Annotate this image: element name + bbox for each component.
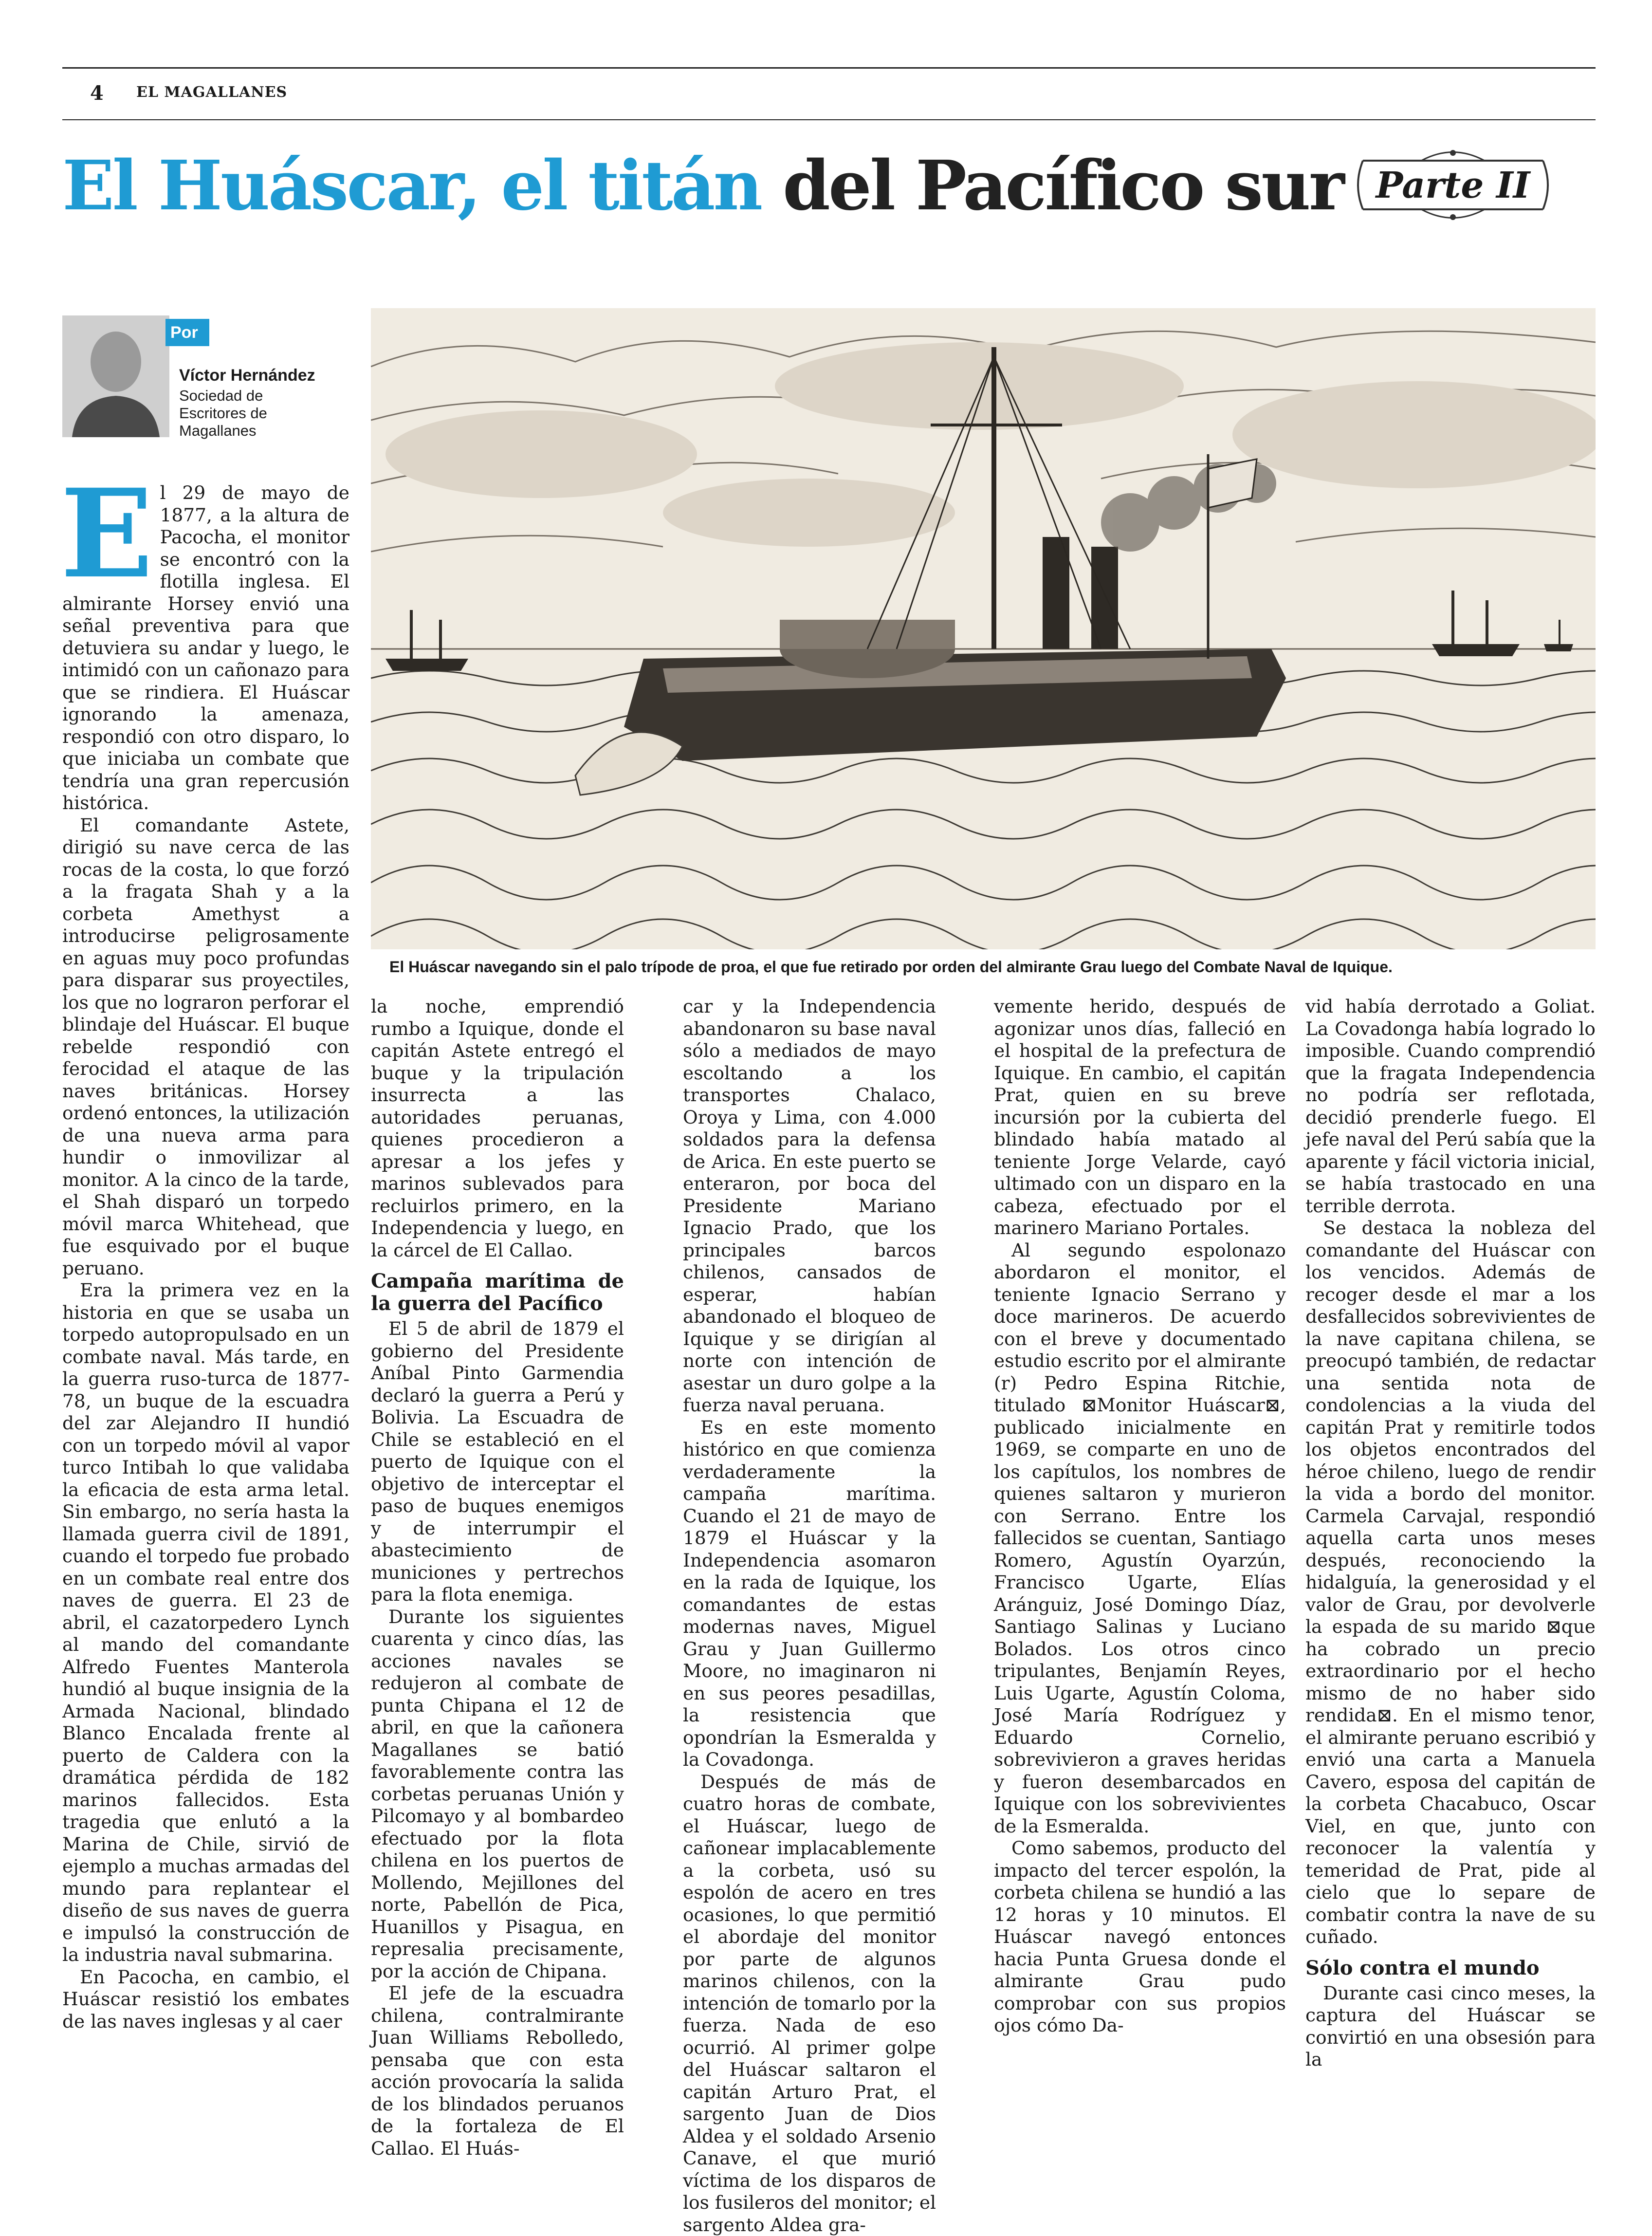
masthead-rule <box>62 119 1596 120</box>
section-heading: Sólo contra el mundo <box>1305 1957 1596 1979</box>
article-column-2 <box>371 996 624 2160</box>
article-paragraph: Al segundo espolonazo abordaron el monitor, el teniente Ignacio Serrano y doce marineros. De acuerdo con el breve y documentado estudio escrito por el almirante (r) Pedro Espina Ritchie, titulado ⊠Monitor Huáscar⊠, publicado inicialmente en 1969, se comparte en uno de los capítulos, los nombres de quienes saltaron y murieron con Serrano. Entre los fallecidos se cuentan, Santiago Romero, Agustín Oyarzún, Francisco Ugarte, Elías Aránguiz, José Domingo Díaz, Santiago Salinas y Luciano Bolados. Los otros cinco tripulantes, Benjamín Reyes, Luis Ugarte, Agustín Coloma, José María Rodríguez y Eduardo Cornelio, sobrevivieron a graves heridas y fueron desembarcados en Iquique con los sobrevivientes de la Esmeralda. <box>994 1239 1286 1838</box>
article-paragraph: car y la Independencia abandonaron su base naval sólo a mediados de mayo escoltando a los transportes Chalaco, Oroya y Lima, con 4.000 soldados para la defensa de Arica. En este puerto se enteraron, por boca del Presidente Mariano Ignacio Prado, que los principales barcos chilenos, cansados de esperar, habían abandonado el bloqueo de Iquique y se dirigían al norte con intención de asestar un duro golpe a la fuerza naval peruana. <box>683 996 936 1417</box>
headline-dark: del Pacífico sur <box>783 146 1343 226</box>
huascar-illustration <box>371 308 1596 949</box>
dropcap: E <box>60 485 153 582</box>
author-portrait-icon <box>62 315 169 437</box>
article-paragraph: Como sabemos, producto del impacto del tercer espolón, la corbeta chilena se hundió a las 12 horas y 10 minutos. El Huáscar navegó entonces hacia Punta Gruesa donde el almirante Grau pudo comprobar con sus propios ojos cómo Da- <box>994 1837 1286 2037</box>
parte-ornament <box>1348 146 1558 224</box>
article-column-1 <box>62 482 349 2033</box>
headline <box>62 146 1343 226</box>
article-paragraph: Durante casi cinco meses, la captura del Huáscar se convirtió en una obsesión para la <box>1305 1982 1596 2071</box>
author-name: Víctor Hernández <box>179 366 315 385</box>
article-paragraph: la noche, emprendió rumbo a Iquique, donde el capitán Astete entregó el buque y la tripulación insurrecta a las autoridades peruanas, quienes procedieron a apresar a los jefes y marinos sublevados para recluirlos primero, en la Independencia y luego, en la cárcel de El Callao. <box>371 996 624 1261</box>
article-paragraph: Se destaca la nobleza del comandante del Huáscar con los vencidos. Además de recoger desde el mar a los desfallecidos sobrevivientes de la nave capitana chilena, se preocupó también, de redactar una sentida nota de condolencias a la viuda del capitán Prat y remitirle todos los objetos encontrados del héroe chileno, luego de rendir la vida a bordo del monitor. Carmela Carvajal, respondió aquella carta unos meses después, reconociendo la hidalguía, la generosidad y el valor de Grau, por devolverle la espada de su marido ⊠que ha cobrado un precio extraordinario por el hecho mismo de no haber sido rendida⊠. En el mismo tenor, el almirante peruano escribió y envió una carta a Manuela Cavero, esposa del capitán de la corbeta Chacabuco, Oscar Viel, en que, junto con reconocer la valentía y temeridad de Prat, pide al cielo que lo separe de combatir contra la nave de su cuñado. <box>1305 1217 1596 1948</box>
illustration-caption: El Huáscar navegando sin el palo trípode de proa, el que fue retirado por orden del almirante Grau luego del Combate Naval de Iquique. <box>389 958 1393 976</box>
headline-blue: El Huáscar, el titán <box>62 146 761 226</box>
article-paragraph: Era la primera vez en la historia en que se usaba un torpedo autopropulsado en un combate naval. Más tarde, en la guerra ruso-turca de 1877-78, un buque de la escuadra del zar Alejandro II hundió con un torpedo móvil al vapor turco Intibah lo que validaba la eficacia de esta arma letal. Sin embargo, no sería hasta la llamada guerra civil de 1891, cuando el torpedo fue probado en un combate real entre dos naves de guerra. El 23 de abril, el cazatorpedero Lynch al mando del comandante Alfredo Fuentes Manterola hundió al buque insignia de la Armada Nacional, blindado Blanco Encalada frente al puerto de Caldera con la dramática pérdida de 182 marinos fallecidos. Esta tragedia que enlutó a la Marina de Chile, sirvió de ejemplo a muchas armadas del mundo para replantear el diseño de sus naves de guerra e impulsó la construcción de la industria naval submarina. <box>62 1279 349 1966</box>
article-paragraph: El 5 de abril de 1879 el gobierno del Presidente Aníbal Pinto Garmendia declaró la guerra a Perú y Bolivia. La Escuadra de Chile se estableció en el puerto de Iquique con el objetivo de interceptar el paso de buques enemigos y de interrumpir el abastecimiento de municiones y pertrechos para la flota enemiga. <box>371 1318 624 1606</box>
ship-engraving-icon <box>371 308 1596 949</box>
article-paragraph: Durante los siguientes cuarenta y cinco días, las acciones navales se redujeron al combate de punta Chipana el 12 de abril, en que la cañonera Magallanes se batió favorablemente contra las corbetas peruanas Unión y Pilcomayo y al bombardeo efectuado por la flota chilena en los puertos de Mollendo, Mejillones del norte, Pabellón de Pica, Huanillos y Pisagua, en represalia precisamente, por la acción de Chipana. <box>371 1606 624 1983</box>
article-column-4 <box>994 996 1286 2037</box>
newspaper-name: EL MAGALLANES <box>136 84 287 101</box>
article-paragraph: El 29 de mayo de 1877, a la altura de Pacocha, el monitor se encontró con la flotilla inglesa. El almirante Horsey envió una señal preventiva para que detuviera su andar y luego, le intimidó con un cañonazo para que se rindiera. El Huáscar ignorando la amenaza, respondió con otro disparo, lo que iniciaba un combate que tendría una gran repercusión histórica. <box>62 482 349 814</box>
article-paragraph: Después de más de cuatro horas de combate, el Huáscar, luego de cañonear implacablemente a la corbeta, usó su espolón de acero en tres ocasiones, lo que permitió el abordaje del monitor por parte de algunos marinos chilenos, con la intención de tomarlo por la fuerza. Nada de eso ocurrió. Al primer golpe del Huáscar saltaron el capitán Arturo Prat, el sargento Juan de Dios Aldea y el soldado Arsenio Canave, el que murió víctima de los disparos de los fusileros del monitor; el sargento Aldea gra- <box>683 1771 936 2236</box>
section-heading: Campaña marítima de la guerra del Pacífico <box>371 1270 624 1315</box>
author-affiliation: Sociedad de Escritores de Magallanes <box>179 387 315 440</box>
article-paragraph: El jefe de la escuadra chilena, contralmirante Juan Williams Rebolledo, pensaba que con esta acción provocaría la salida de los blindados peruanos de la fortaleza de El Callao. El Huás- <box>371 1982 624 2160</box>
article-paragraph: vemente herido, después de agonizar unos días, falleció en el hospital de la prefectura de Iquique. En cambio, el capitán Prat, quien en su breve incursión por la cubierta del blindado había matado al teniente Jorge Velarde, cayó ultimado con un disparo en la cabeza, efectuado por el marinero Mariano Portales. <box>994 996 1286 1239</box>
article-paragraph: El comandante Astete, dirigió su nave cerca de las rocas de la costa, lo que forzó a la fragata Shah y a la corbeta Amethyst a introducirse peligrosamente en aguas muy poco profundas para disparar sus proyectiles, los que no lograron perforar el blindaje del Huáscar. El buque rebelde respondió con ferocidad el ataque de las naves británicas. Horsey ordenó entonces, la utilización de una nueva arma para hundir o inmovilizar al monitor. A la cinco de la tarde, el Shah disparó un torpedo móvil marca Whitehead, que fue esquivado por el buque peruano. <box>62 814 349 1280</box>
article-column-5 <box>1305 996 1596 2071</box>
parte-label: Parte II <box>1348 165 1558 206</box>
article-paragraph: En Pacocha, en cambio, el Huáscar resistió los embates de las naves inglesas y al caer <box>62 1966 349 2033</box>
top-rule <box>62 67 1596 69</box>
article-paragraph: Es en este momento histórico en que comienza verdaderamente la campaña marítima. Cuando el 21 de mayo de 1879 el Huáscar y la Independencia asomaron en la rada de Iquique, los comandantes de estas modernas naves, Miguel Grau y Juan Guillermo Moore, no imaginaron ni en sus peores pesadillas, la resistencia que opondrían la Esmeralda y la Covadonga. <box>683 1417 936 1771</box>
por-badge: Por <box>165 319 209 346</box>
author-photo <box>62 315 169 437</box>
article-column-3 <box>683 996 936 2236</box>
page-number: 4 <box>90 82 104 105</box>
article-paragraph: vid había derrotado a Goliat. La Covadonga había logrado lo imposible. Cuando comprendió que la fragata Independencia no podría ser reflotada, decidió prenderle fuego. El jefe naval del Perú sabía que la aparente y fácil victoria inicial, se había trastocado en una terrible derrota. <box>1305 996 1596 1217</box>
